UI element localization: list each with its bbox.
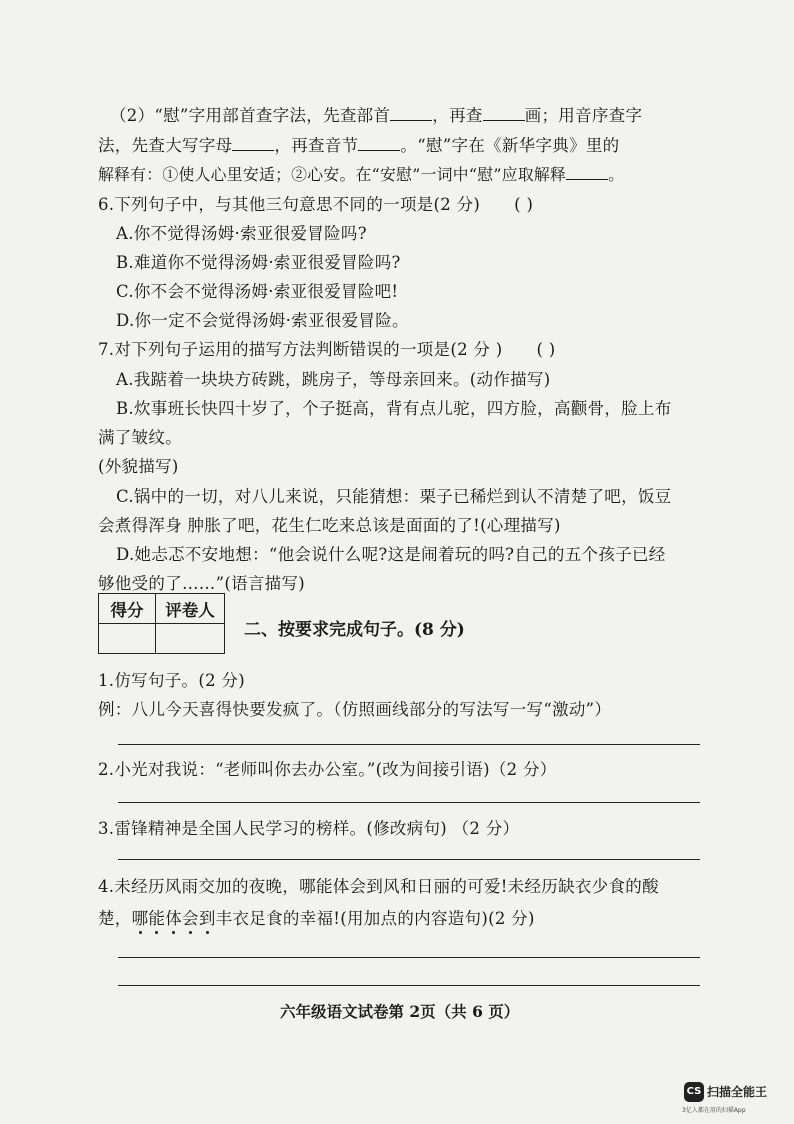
- answer-line-1[interactable]: [118, 744, 700, 745]
- q6-option-b: B.难道你不觉得汤姆·索亚很爱冒险吗?: [116, 253, 401, 272]
- q5-2-text-d: 法，先查大写字母: [98, 136, 233, 155]
- watermark-subtitle: 3亿人都在用的扫描App: [682, 1107, 746, 1114]
- q7-option-b-line-2: 满了皱纹。: [98, 428, 182, 447]
- q5-2-line-2: [98, 132, 619, 156]
- q5-2-text-e: ，再查音节: [274, 136, 359, 155]
- q7-stem: [98, 336, 556, 360]
- q7-option-c-line-1: C.锅中的一切，对八儿来说，只能猜想：栗子已稀烂到认不清楚了吧，饭豆: [116, 487, 672, 506]
- s2-q1: 1.仿写句子。(2 分): [98, 671, 245, 690]
- answer-blank[interactable]: [566, 165, 608, 180]
- answer-blank[interactable]: [483, 106, 525, 121]
- emphasized-char: 会: [182, 909, 199, 928]
- grader-cell[interactable]: [156, 624, 225, 654]
- q6-option-d: D.你一定不会觉得汤姆·索亚很爱冒险。: [116, 311, 409, 330]
- s2-q1-example: 例：八儿今天喜得快要发疯了。（仿照画线部分的写法写一写“激动”）: [98, 700, 612, 719]
- answer-line-2[interactable]: [118, 802, 700, 803]
- score-cell[interactable]: [99, 624, 156, 654]
- s2-q2: 2.小光对我说：“老师叫你去办公室。”(改为间接引语)（2 分）: [98, 760, 557, 779]
- page-footer: 六年级语文试卷第 2页（共 6 页）: [280, 1002, 520, 1021]
- q7-option-d-line-1: D.她忐忑不安地想：“他会说什么呢?这是闹着玩的吗?自己的五个孩子已经: [116, 545, 666, 564]
- q6-option-c: C.你不会不觉得汤姆·索亚很爱冒险吧!: [116, 282, 399, 301]
- emphasized-char: 到: [198, 909, 216, 928]
- q7-option-d-line-2: 够他受的了……”(语言描写): [98, 574, 306, 593]
- q7-option-a: A.我踮着一块块方砖跳，跳房子，等母亲回来。(动作描写): [116, 370, 551, 389]
- q5-2-line-3: [98, 162, 624, 185]
- camscanner-logo-icon: CS: [684, 1082, 704, 1102]
- q7-option-c-line-2: 会煮得浑身 肿胀了吧，花生仁吃来总该是面面的了!(心理描写): [98, 516, 561, 535]
- q5-2-text-a: （2）“慰”字用部首查字法，先查部首: [110, 106, 391, 125]
- q7-option-b-line-3: (外貌描写): [98, 457, 179, 476]
- s2-q4-line-1: 4.未经历风雨交加的夜晚，哪能体会到风和日丽的可爱!未经历缺衣少食的酸: [98, 877, 659, 896]
- section-2-title: 二、按要求完成句子。(8 分): [244, 620, 465, 640]
- grader-header: 评卷人: [156, 594, 225, 624]
- q6-stem: [98, 191, 533, 215]
- q5-2-text-h: 。: [608, 165, 625, 184]
- answer-line-5[interactable]: [118, 985, 700, 986]
- q6-stem-text: 6.下列句子中，与其他三句意思不同的一项是(2 分): [98, 195, 481, 214]
- answer-line-4[interactable]: [118, 957, 700, 958]
- emphasized-char: 哪: [131, 909, 149, 928]
- s2-q3: 3.雷锋精神是全国人民学习的榜样。(修改病句) （2 分）: [98, 819, 520, 838]
- q5-2-text-f: 。“慰”字在《新华字典》里的: [400, 136, 620, 155]
- q7-option-b-line-1: B.炊事班长快四十岁了，个子挺高，背有点儿驼，四方脸，高颧骨，脸上布: [116, 399, 672, 418]
- score-header: 得分: [99, 594, 156, 624]
- answer-blank[interactable]: [358, 136, 400, 151]
- s2-q4-text-b: 丰衣足食的幸福!(用加点的内容造句)(2 分): [215, 909, 535, 928]
- s2-q4-line-2: [98, 905, 535, 929]
- s2-q4-text-a: 楚，: [98, 909, 132, 928]
- q6-option-a: A.你不觉得汤姆·索亚很爱冒险吗?: [116, 224, 367, 243]
- scanner-watermark: [682, 1080, 792, 1120]
- emphasized-char: 体: [165, 909, 183, 928]
- q5-2-line-1: [110, 102, 642, 126]
- answer-line-3[interactable]: [118, 859, 700, 860]
- q5-2-text-c: 画；用音序查字: [524, 106, 643, 125]
- q5-2-text-g: 解释有：①使人心里安适；②心安。在“安慰”一词中“慰”应取解释: [98, 165, 567, 184]
- watermark-title: 扫描全能王: [707, 1085, 768, 1099]
- q5-2-text-b: ，再查: [432, 106, 483, 125]
- q6-answer-paren[interactable]: ( ): [514, 195, 534, 214]
- answer-blank[interactable]: [232, 136, 274, 151]
- answer-blank[interactable]: [390, 106, 432, 121]
- emphasized-char: 能: [148, 909, 166, 928]
- q7-stem-text: 7.对下列句子运用的描写方法判断错误的一项是(2 分 ): [98, 340, 503, 359]
- score-table: [98, 593, 225, 654]
- q7-answer-paren[interactable]: ( ): [536, 340, 556, 359]
